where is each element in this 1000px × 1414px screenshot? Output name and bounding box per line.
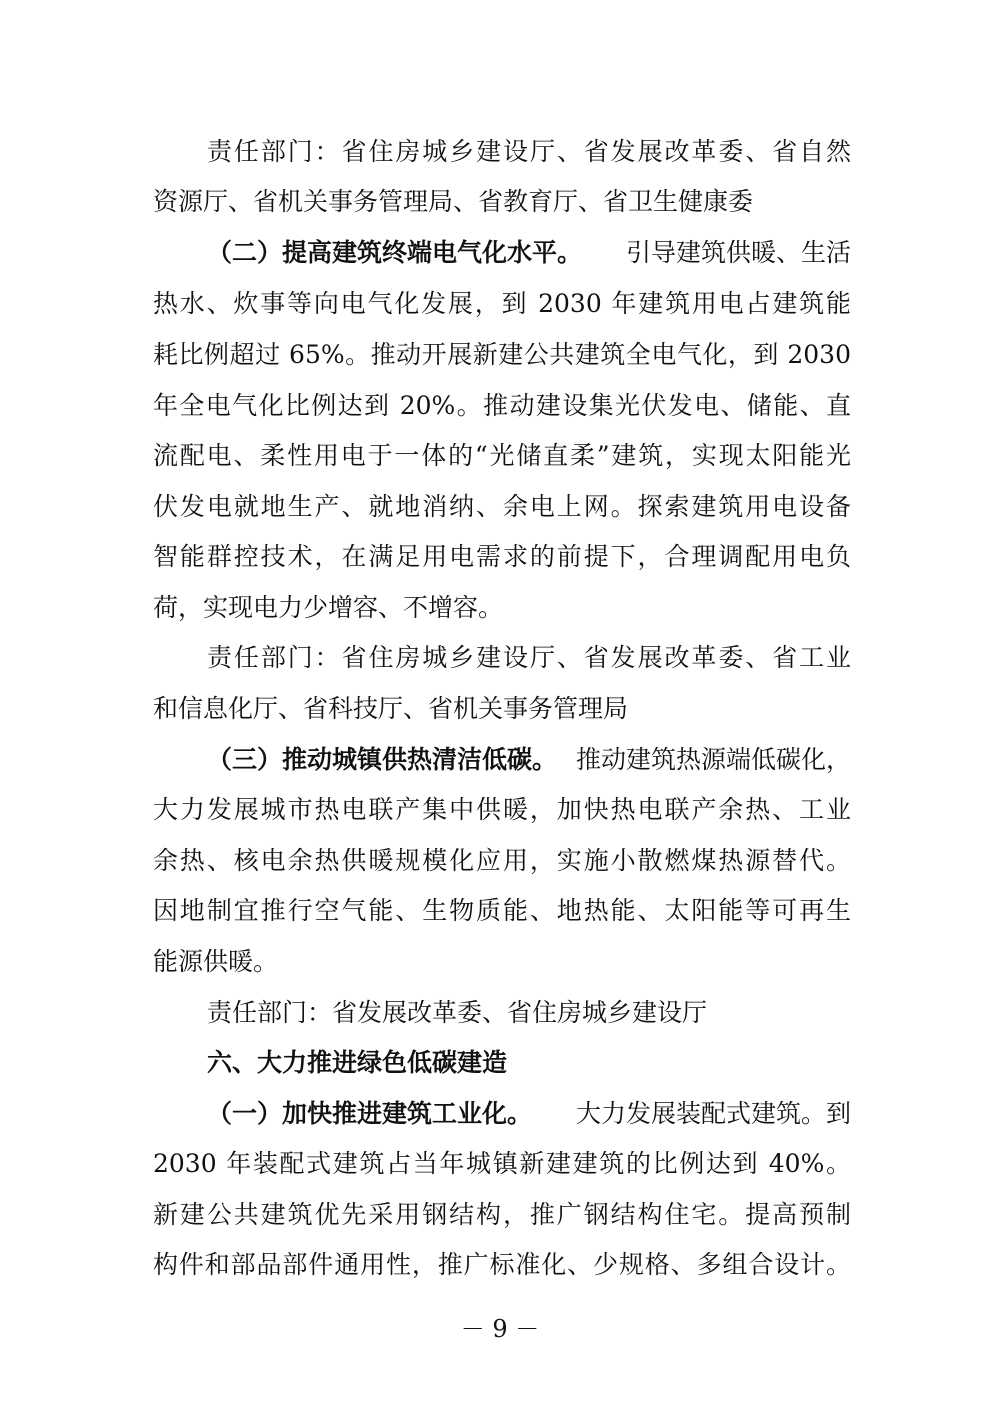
paragraph-text: 引导建筑供暖、生活 [625,238,851,267]
paragraph-line: 耗比例超过 65%。推动开展新建公共建筑全电气化，到 2030 [153,340,851,369]
paragraph-text: 推动建筑热源端低碳化， [575,745,851,774]
subsection-heading-line [207,743,851,777]
paragraph-line: 能源供暖。 [153,947,279,976]
paragraph-line: 新建公共建筑优先采用钢结构，推广钢结构住宅。提高预制 [153,1200,851,1229]
paragraph-line: 荷，实现电力少增容、不增容。 [153,593,504,622]
subsection-heading: （三）推动城镇供热清洁低碳。 [207,745,558,774]
paragraph-line: 构件和部品部件通用性，推广标准化、少规格、多组合设计。 [153,1250,851,1279]
paragraph-line: 责任部门：省住房城乡建设厅、省发展改革委、省自然 [207,137,851,166]
paragraph-line: 热水、炊事等向电气化发展，到 2030 年建筑用电占建筑能 [153,289,851,318]
subsection-heading: （一）加快推进建筑工业化。 [207,1099,533,1128]
page-number: － 9 － [460,1315,540,1343]
subsection-heading-line [207,1097,851,1131]
paragraph-line: 责任部门：省住房城乡建设厅、省发展改革委、省工业 [207,643,851,672]
paragraph-line: 资源厅、省机关事务管理局、省教育厅、省卫生健康委 [153,187,754,216]
paragraph-line: 流配电、柔性用电于一体的“光储直柔”建筑，实现太阳能光 [153,441,851,470]
paragraph-line: 因地制宜推行空气能、生物质能、地热能、太阳能等可再生 [153,896,851,925]
paragraph-line: 大力发展城市热电联产集中供暖，加快热电联产余热、工业 [153,795,851,824]
paragraph-line: 年全电气化比例达到 20%。推动建设集光伏发电、储能、直 [153,391,851,420]
paragraph-line: 智能群控技术，在满足用电需求的前提下，合理调配用电负 [153,542,851,571]
subsection-heading-line [207,236,851,270]
section-heading: 六、大力推进绿色低碳建造 [207,1048,508,1077]
paragraph-line: 和信息化厅、省科技厅、省机关事务管理局 [153,694,629,723]
paragraph-text: 大力发展装配式建筑。到 [575,1099,851,1128]
paragraph-line: 余热、核电余热供暖规模化应用，实施小散燃煤热源替代。 [153,846,851,875]
paragraph-line: 伏发电就地生产、就地消纳、余电上网。探索建筑用电设备 [153,492,851,521]
paragraph-line: 2030 年装配式建筑占当年城镇新建建筑的比例达到 40%。 [153,1149,851,1178]
paragraph-line: 责任部门：省发展改革委、省住房城乡建设厅 [207,998,708,1027]
subsection-heading: （二）提高建筑终端电气化水平。 [207,238,583,267]
